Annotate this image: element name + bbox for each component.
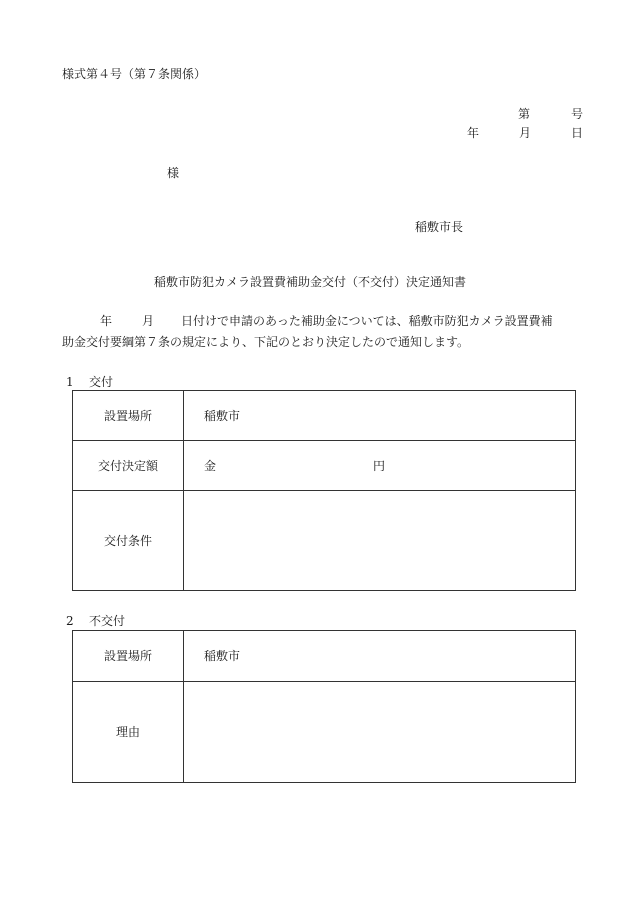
location-label: 設置場所: [73, 391, 184, 441]
section1-number: 1: [66, 375, 74, 389]
reason-value: [184, 682, 576, 783]
amount-label: 交付決定額: [73, 441, 184, 491]
body-line2: 助金交付要綱第７条の規定により、下記のとおり決定したので通知します。: [62, 335, 470, 349]
table-row: [73, 631, 576, 682]
recipient-suffix: 様: [167, 166, 180, 180]
section2-heading: 不交付: [89, 614, 126, 628]
table-row: [73, 391, 576, 441]
section1-heading: 交付: [89, 375, 114, 389]
table-row: [73, 491, 576, 591]
document-title: 稲敷市防犯カメラ設置費補助金交付（不交付）決定通知書: [154, 275, 467, 289]
table-row: [73, 682, 576, 783]
body-year: 年: [100, 314, 113, 328]
issuer-name: 稲敷市長: [415, 220, 464, 234]
location-label-2: 設置場所: [73, 631, 184, 682]
amount-unit: 円: [373, 458, 386, 473]
date-month: 月: [519, 126, 532, 140]
reason-label: 理由: [73, 682, 184, 783]
section2-number: 2: [66, 614, 74, 628]
date-year: 年: [467, 126, 480, 140]
form-label: 様式第４号（第７条関係）: [62, 67, 207, 81]
date-day: 日: [571, 126, 584, 140]
body-month: 月: [142, 314, 155, 328]
doc-number-go: 号: [571, 107, 584, 121]
non-grant-table: [72, 630, 576, 783]
table-row: [73, 441, 576, 491]
conditions-label: 交付条件: [73, 491, 184, 591]
body-line1: 日付けで申請のあった補助金については、稲敷市防犯カメラ設置費補: [181, 314, 553, 328]
location-value: 稲敷市: [184, 391, 576, 441]
amount-field: [184, 441, 576, 491]
location-value-2: 稲敷市: [184, 631, 576, 682]
doc-number-dai: 第: [518, 107, 531, 121]
grant-table: [72, 390, 576, 591]
conditions-value: [184, 491, 576, 591]
amount-prefix: 金: [204, 458, 217, 473]
